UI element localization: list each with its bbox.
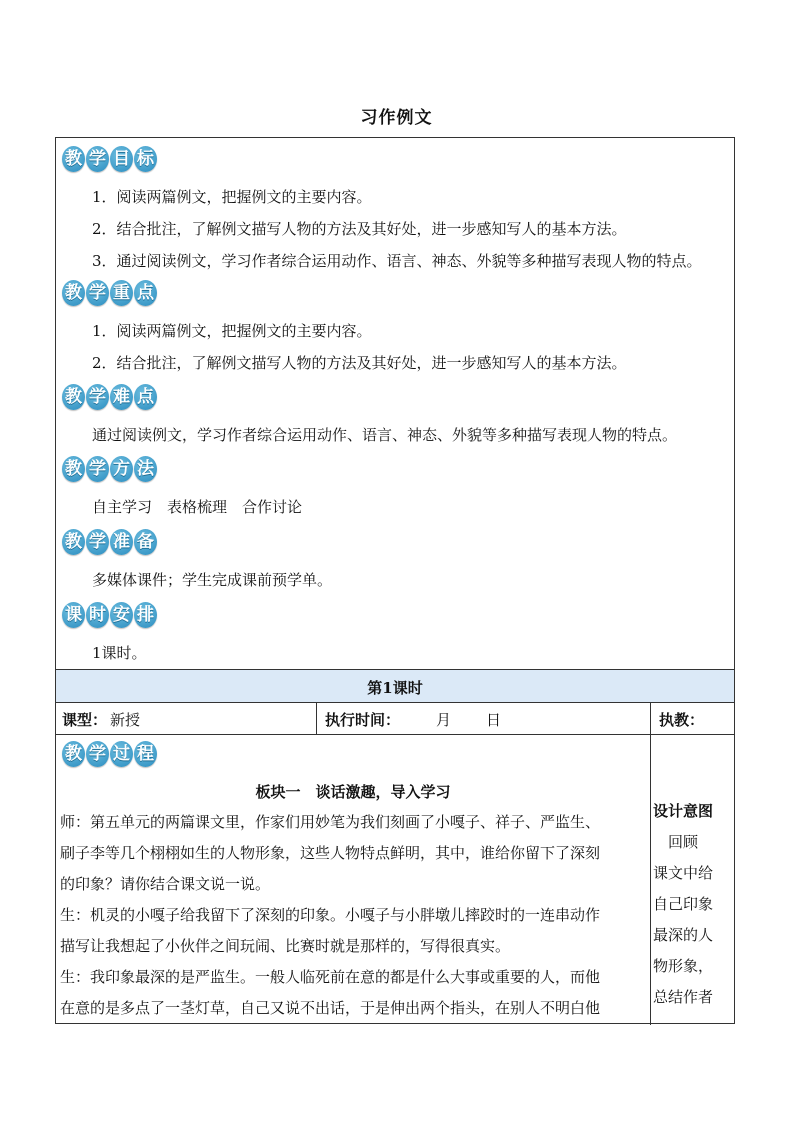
badge-char: 方 bbox=[110, 456, 133, 482]
badge-char: 准 bbox=[110, 529, 133, 555]
badge-char: 重 bbox=[110, 280, 133, 306]
divider bbox=[56, 734, 734, 735]
badge-char: 教 bbox=[62, 280, 85, 306]
badge-char: 学 bbox=[86, 529, 109, 555]
process-line: 生：我印象最深的是严监生。一般人临死前在意的都是什么大事或重要的人，而他 bbox=[60, 968, 601, 986]
badge-char: 点 bbox=[134, 280, 157, 306]
section-badge bbox=[62, 146, 157, 174]
section-badge bbox=[62, 602, 157, 630]
teaching-process-badge bbox=[62, 741, 157, 769]
badge-char: 学 bbox=[86, 741, 109, 767]
badge-char: 教 bbox=[62, 384, 85, 410]
design-intent-line: 总结作者 bbox=[653, 988, 714, 1006]
badge-char: 学 bbox=[86, 456, 109, 482]
design-intent-text bbox=[653, 827, 733, 1013]
lesson-type-label: 课型： bbox=[62, 711, 108, 729]
process-line: 描写让我想起了小伙伴之间玩闹、比赛时就是那样的，写得很真实。 bbox=[60, 937, 511, 955]
badge-char: 学 bbox=[86, 280, 109, 306]
section-line: 自主学习 表格梳理 合作讨论 bbox=[92, 498, 303, 516]
badge-char: 教 bbox=[62, 456, 85, 482]
divider bbox=[316, 702, 317, 734]
badge-char: 安 bbox=[110, 602, 133, 628]
badge-char: 排 bbox=[134, 602, 157, 628]
section-line: 2．结合批注，了解例文描写人物的方法及其好处，进一步感知写人的基本方法。 bbox=[92, 354, 627, 372]
badge-char: 过 bbox=[110, 741, 133, 767]
badge-char: 标 bbox=[134, 146, 157, 172]
process-line: 的印象？请你结合课文说一说。 bbox=[60, 875, 271, 893]
design-intent-line: 自己印象 bbox=[653, 895, 714, 913]
section-line: 1课时。 bbox=[92, 644, 147, 662]
lesson-plan-table bbox=[55, 137, 735, 1024]
badge-char: 难 bbox=[110, 384, 133, 410]
section-badge bbox=[62, 384, 157, 412]
divider bbox=[56, 669, 734, 670]
design-intent bbox=[653, 796, 733, 1013]
design-intent-line: 回顾 bbox=[653, 833, 699, 851]
time-month: 月 bbox=[436, 711, 452, 729]
lesson-title: 第1课时 bbox=[367, 679, 423, 697]
badge-char: 法 bbox=[134, 456, 157, 482]
badge-char: 课 bbox=[62, 602, 85, 628]
design-intent-line: 最深的人 bbox=[653, 926, 714, 944]
badge-char: 程 bbox=[134, 741, 157, 767]
section-line: 1．阅读两篇例文，把握例文的主要内容。 bbox=[92, 322, 372, 340]
badge-char: 教 bbox=[62, 529, 85, 555]
section-badge bbox=[62, 456, 157, 484]
design-intent-line: 物形象， bbox=[653, 957, 714, 975]
design-intent-heading: 设计意图 bbox=[653, 802, 714, 820]
section-line: 2．结合批注，了解例文描写人物的方法及其好处，进一步感知写人的基本方法。 bbox=[92, 220, 627, 238]
lesson-type-value: 新授 bbox=[110, 711, 141, 729]
section-line: 1．阅读两篇例文，把握例文的主要内容。 bbox=[92, 188, 372, 206]
badge-char: 教 bbox=[62, 741, 85, 767]
divider bbox=[650, 702, 651, 1025]
badge-char: 教 bbox=[62, 146, 85, 172]
process-line: 生：机灵的小嘎子给我留下了深刻的印象。小嘎子与小胖墩儿摔跤时的一连串动作 bbox=[60, 906, 601, 924]
section-badge bbox=[62, 280, 157, 308]
divider bbox=[56, 702, 734, 703]
process-line: 在意的是多点了一茎灯草，自己又说不出话，于是伸出两个指头，在别人不明白他 bbox=[60, 999, 601, 1017]
process-text bbox=[60, 807, 648, 1024]
teacher-label: 执教： bbox=[659, 711, 705, 729]
section-line: 3．通过阅读例文，学习作者综合运用动作、语言、神态、外貌等多种描写表现人物的特点。 bbox=[92, 252, 702, 270]
design-intent-line: 课文中给 bbox=[653, 864, 714, 882]
process-line: 刷子李等几个栩栩如生的人物形象，这些人物特点鲜明，其中，谁给你留下了深刻 bbox=[60, 844, 601, 862]
badge-char: 学 bbox=[86, 384, 109, 410]
section-line: 通过阅读例文，学习作者综合运用动作、语言、神态、外貌等多种描写表现人物的特点。 bbox=[92, 426, 678, 444]
page-title: 习作例文 bbox=[360, 108, 433, 128]
block-title: 板块一 谈话激趣，导入学习 bbox=[255, 783, 451, 801]
time-label: 执行时间： bbox=[325, 711, 401, 729]
badge-char: 目 bbox=[110, 146, 133, 172]
time-day: 日 bbox=[486, 711, 502, 729]
section-badge bbox=[62, 529, 157, 557]
badge-char: 时 bbox=[86, 602, 109, 628]
section-line: 多媒体课件；学生完成课前预学单。 bbox=[92, 571, 333, 589]
process-line: 师：第五单元的两篇课文里，作家们用妙笔为我们刻画了小嘎子、祥子、严监生、 bbox=[60, 813, 601, 831]
badge-char: 点 bbox=[134, 384, 157, 410]
badge-char: 学 bbox=[86, 146, 109, 172]
badge-char: 备 bbox=[134, 529, 157, 555]
